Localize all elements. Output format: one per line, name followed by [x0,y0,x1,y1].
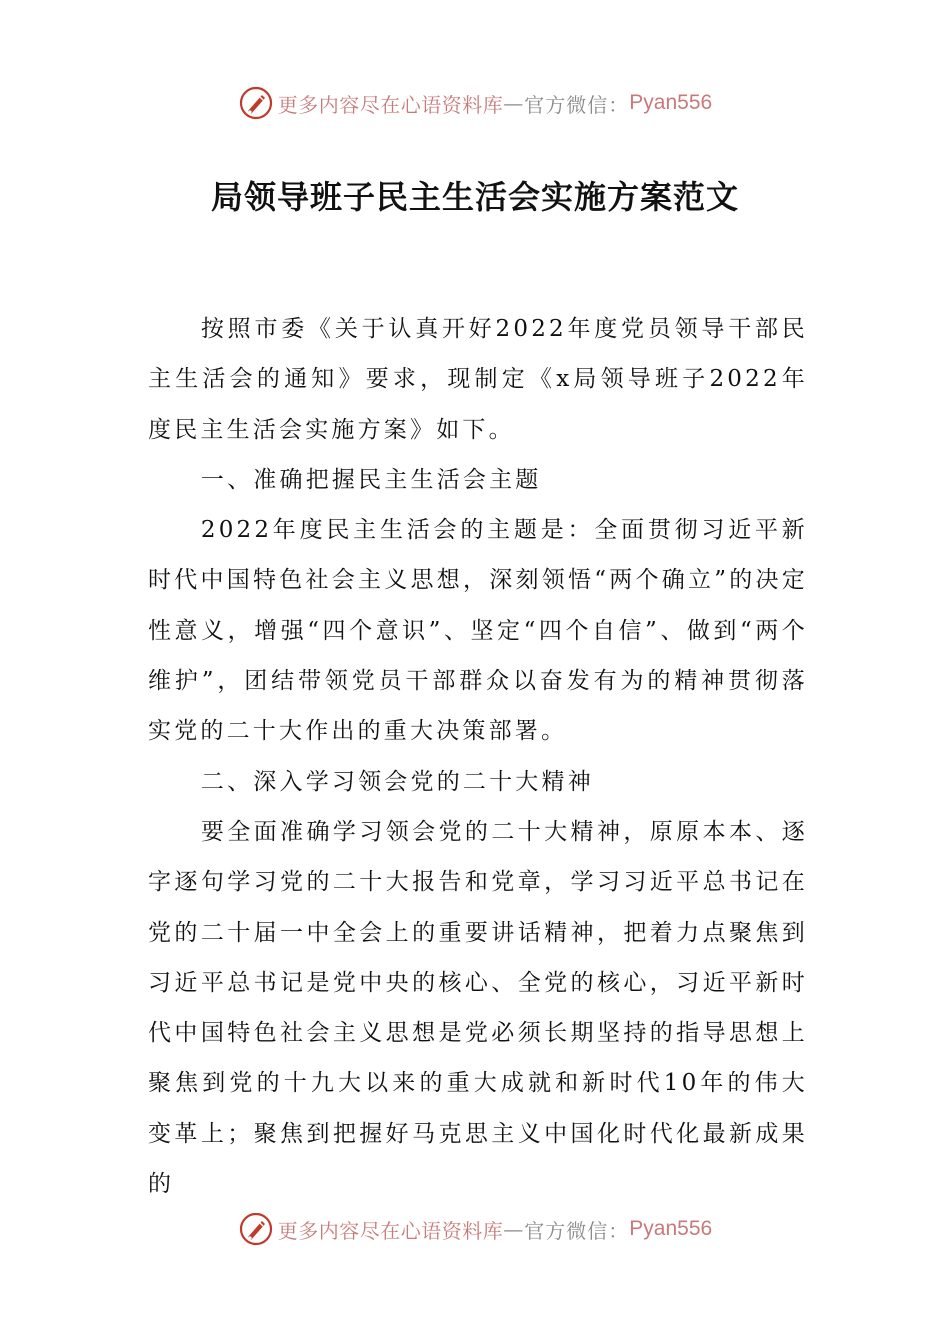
banner-secondary-text: 官方微信： [524,1218,630,1243]
document-title: 局领导班子民主生活会实施方案范文 [210,178,739,216]
banner-main-text: 更多内容尽在心语资料库 [277,1218,504,1243]
pen-nib-logo-icon [238,1211,274,1247]
banner-wechat-id: Pyan556 [629,1217,713,1240]
banner-dash: — [503,91,525,115]
section-heading-1: 一、准确把握民主生活会主题 [200,466,542,493]
banner-main-text: 更多内容尽在心语资料库 [277,92,504,117]
banner-dash: — [503,1217,525,1241]
paragraph-intro: 按照市委《关于认真开好2022年度党员领导干部民主生活会的通知》要求，现制定《x局领导班子2022年度民主生活会实施方案》如下。 [148,316,808,443]
footer-banner [0,1206,950,1252]
banner-secondary-text: 官方微信： [524,92,630,117]
section-heading-2: 二、深入学习领会党的二十大精神 [200,768,594,795]
banner-wechat-id: Pyan556 [629,91,713,114]
document-body [148,304,808,1209]
header-banner [0,80,950,126]
paragraph-theme: 2022年度民主生活会的主题是：全面贯彻习近平新时代中国特色社会主义思想，深刻领悟“两个确立”的决定性意义，增强“四个意识”、坚定“四个自信”、做到“两个维护”，团结带领党员干部群众以奋发有为的精神贯彻落实党的二十大作出的重大决策部署。 [148,517,808,745]
paragraph-study: 要全面准确学习领会党的二十大精神，原原本本、逐字逐句学习党的二十大报告和党章，学习习近平总书记在党的二十届一中全会上的重要讲话精神，把着力点聚焦到习近平总书记是党中央的核心、全党的核心，习近平新时代中国特色社会主义思想是党必须长期坚持的指导思想上聚焦到党的十九大以来的重大成就和新时代10年的伟大变革上；聚焦到把握好马克思主义中国化时代化最新成果的 [148,818,808,1198]
pen-nib-logo-icon [238,85,274,121]
